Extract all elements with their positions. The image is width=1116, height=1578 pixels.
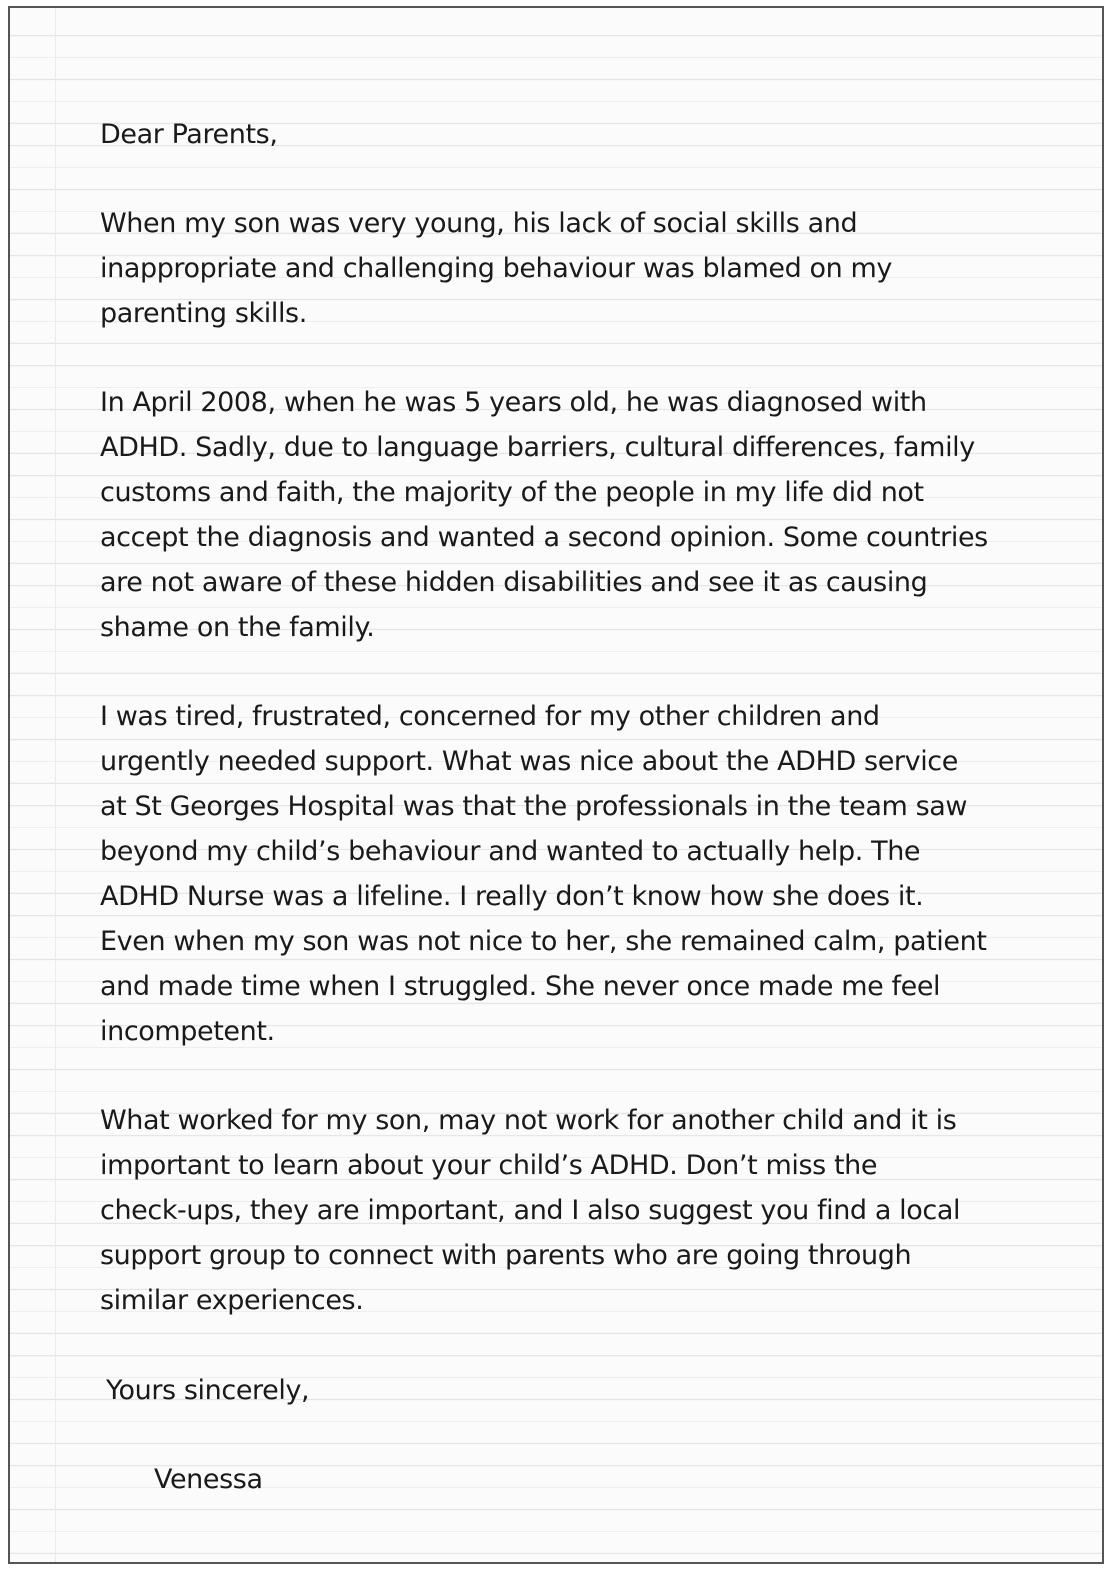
paragraph-line: ADHD. Sadly, due to language barriers, cultural differences, family bbox=[100, 432, 975, 463]
paragraph-line: and made time when I struggled. She never once made me feel bbox=[100, 971, 941, 1002]
paragraph-line: In April 2008, when he was 5 years old, he was diagnosed with bbox=[100, 387, 927, 418]
paragraph-line: incompetent. bbox=[100, 1016, 275, 1047]
paragraph-line: urgently needed support. What was nice about the ADHD service bbox=[100, 746, 958, 777]
paragraph-line: customs and faith, the majority of the people in my life did not bbox=[100, 477, 924, 508]
paper-margin-line bbox=[55, 8, 56, 1562]
paragraph-1 bbox=[100, 201, 1060, 336]
salutation-text: Dear Parents, bbox=[100, 119, 278, 150]
paragraph-line: Even when my son was not nice to her, she remained calm, patient bbox=[100, 926, 987, 957]
paragraph-line: inappropriate and challenging behaviour was blamed on my bbox=[100, 253, 893, 284]
paragraph-2 bbox=[100, 380, 1060, 650]
paragraph-line: shame on the family. bbox=[100, 612, 375, 643]
paragraph-line: important to learn about your child’s ADHD. Don’t miss the bbox=[100, 1150, 878, 1181]
paragraph-line: beyond my child’s behaviour and wanted to actually help. The bbox=[100, 836, 921, 867]
lined-paper-sheet bbox=[8, 6, 1104, 1564]
paragraph-3 bbox=[100, 694, 1060, 1054]
paragraph-line: at St Georges Hospital was that the professionals in the team saw bbox=[100, 791, 968, 822]
closing-line: Yours sincerely, bbox=[106, 1375, 310, 1406]
letter-body bbox=[100, 112, 1060, 1367]
paragraph-line: accept the diagnosis and wanted a second opinion. Some countries bbox=[100, 522, 988, 553]
paragraph-line: When my son was very young, his lack of social skills and bbox=[100, 208, 858, 239]
paragraph-line: I was tired, frustrated, concerned for my other children and bbox=[100, 701, 880, 732]
paragraph-line: What worked for my son, may not work for another child and it is bbox=[100, 1105, 957, 1136]
paragraph-line: similar experiences. bbox=[100, 1285, 364, 1316]
paragraph-line: parenting skills. bbox=[100, 298, 307, 329]
signature-name: Venessa bbox=[154, 1464, 263, 1495]
paragraph-line: are not aware of these hidden disabilities and see it as causing bbox=[100, 567, 928, 598]
paragraph-line: support group to connect with parents who are going through bbox=[100, 1240, 912, 1271]
paragraph-line: check-ups, they are important, and I also suggest you find a local bbox=[100, 1195, 961, 1226]
paragraph-4 bbox=[100, 1098, 1060, 1323]
salutation bbox=[100, 112, 1060, 157]
paragraph-line: ADHD Nurse was a lifeline. I really don’t know how she does it. bbox=[100, 881, 924, 912]
